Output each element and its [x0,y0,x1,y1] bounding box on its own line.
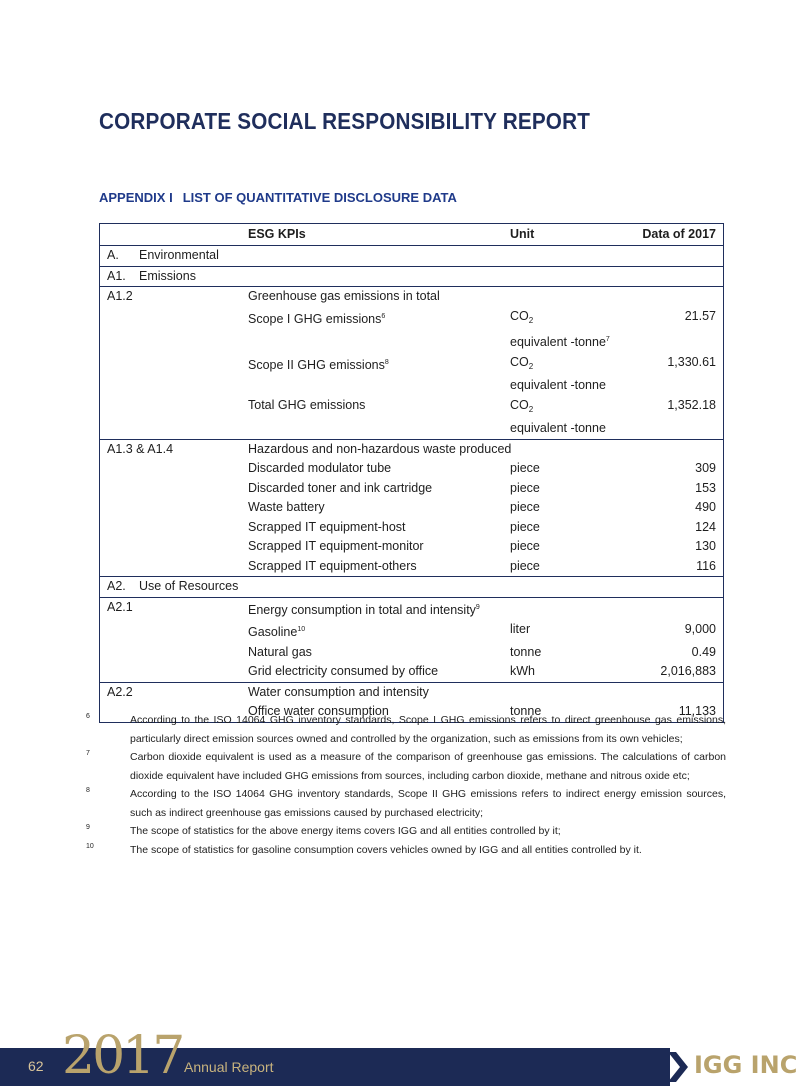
footnote-text: The scope of statistics for gasoline consumption covers vehicles owned by IGG and all entities controlled by it. [130,843,642,856]
table-row [100,396,724,420]
kpi-unit-cont: equivalent -tonne [510,378,606,392]
appendix-title: LIST OF QUANTITATIVE DISCLOSURE DATA [182,190,457,205]
table-row [100,662,724,682]
kpi-heading [241,597,724,620]
table-row [100,597,724,620]
kpi-unit: liter [510,622,531,636]
footnote [86,711,726,748]
kpi-table [99,223,724,723]
kpi-unit-cont [503,330,632,353]
footnote-text: According to the ISO 14064 GHG inventory standards, Scope II GHG emissions refers to indirect energy emission sources, such as indirect greenhouse gas emissions caused by purchased electricity; [130,788,726,819]
section-environmental [100,246,724,267]
table-header-row [100,224,724,246]
kpi-value: 490 [695,500,716,514]
section-emissions [100,266,724,287]
kpi-unit [503,396,632,420]
page-number: 62 [28,1058,44,1074]
unit-subscript: 2 [528,315,534,325]
footnote-ref: 6 [381,312,386,320]
section-name: Environmental [139,248,219,262]
kpi-value: 116 [696,558,716,573]
footnote-ref: 7 [605,336,610,343]
kpi-name: Waste battery [248,500,325,514]
empty-cell [100,459,242,479]
kpi-heading: Greenhouse gas emissions in total [241,287,724,307]
footnote [86,841,726,860]
footnote-number: 6 [86,713,90,720]
kpi-name [241,353,503,377]
empty-cell [100,353,242,377]
kpi-id: A2.1 [100,597,242,620]
kpi-value: 309 [695,461,716,475]
empty-cell [100,419,242,439]
table-row [100,419,724,439]
kpi-id: A1.2 [100,287,242,307]
unit-subscript: 2 [528,404,534,414]
kpi-name: Natural gas [248,644,312,659]
kpi-value: 21.57 [684,308,716,323]
appendix-label: APPENDIX I [99,190,173,205]
kpi-name: Office water consumption [248,704,389,718]
footnote-ref: 10 [297,626,306,633]
footnotes [86,711,726,859]
kpi-unit-cont: equivalent -tonne [510,421,606,435]
section-letter: A1. [107,268,126,283]
brand-logo: IGG INC [694,1051,798,1079]
footnote-number: 9 [86,824,90,831]
kpi-value: 1,352.18 [667,397,716,412]
section-name: Emissions [139,268,196,283]
kpi-id: A2.2 [100,682,242,702]
header-unit: Unit [503,224,632,246]
empty-cell [241,419,503,439]
empty-cell [100,662,242,682]
empty-cell [100,557,242,577]
footnote [86,822,726,841]
kpi-name [241,307,503,331]
unit-subscript: 2 [528,361,534,371]
kpi-name: Discarded modulator tube [248,461,392,475]
kpi-unit: tonne [510,644,542,659]
kpi-name: Scrapped IT equipment-monitor [248,539,424,553]
footnote-number: 10 [86,842,94,850]
section-letter: A2. [107,579,126,593]
empty-cell [632,419,724,439]
empty-cell [100,518,242,538]
table-row [100,307,724,331]
table-row [100,439,724,459]
header-blank [100,224,242,246]
kpi-unit: piece [510,558,540,573]
kpi-value: 9,000 [684,622,716,636]
kpi-unit: piece [510,539,540,553]
footnote [86,785,726,822]
table-row [100,287,724,307]
kpi-value: 124 [695,519,716,534]
annual-report-label: Annual Report [184,1059,274,1075]
kpi-value: 153 [695,480,716,495]
empty-cell [100,643,242,663]
kpi-value: 0.49 [691,644,716,659]
empty-cell [100,307,242,331]
kpi-unit: piece [510,500,540,514]
kpi-name: Scrapped IT equipment-host [248,519,406,534]
table-row [100,479,724,499]
kpi-value: 2,016,883 [660,664,716,678]
table-row [100,537,724,557]
table-row [100,682,724,702]
empty-cell [100,537,242,557]
page-footer [0,1026,800,1086]
page-title: CORPORATE SOCIAL RESPONSIBILITY REPORT [99,108,591,134]
section-name: Use of Resources [139,579,239,593]
empty-cell [100,620,242,643]
kpi-value: 130 [695,539,716,553]
kpi-unit [503,353,632,377]
footnote-text: According to the ISO 14064 GHG inventory standards, Scope I GHG emissions refers to direct greenhouse gas emissions, particularly direct emission sources owned and controlled by the organization, such as emissions from its own vehicles; [130,714,726,745]
kpi-heading: Water consumption and intensity [241,682,724,702]
empty-cell [100,498,242,518]
unit-text: CO [510,397,529,412]
section-row [100,577,724,598]
header-kpi: ESG KPIs [241,224,503,246]
kpi-value: 11,133 [678,704,716,718]
kpi-unit: kWh [510,664,535,678]
appendix-heading [99,190,467,205]
kpi-unit: piece [510,519,540,534]
table-row [100,459,724,479]
empty-cell [100,396,242,420]
table-row [100,643,724,663]
section-row [100,266,724,287]
table-row [100,557,724,577]
kpi-name: Scrapped IT equipment-others [248,558,417,573]
heading-text: Energy consumption in total and intensity [248,602,476,617]
kpi-text: Scope II GHG emissions [248,357,385,372]
kpi-name [241,620,503,643]
kpi-unit [503,307,632,331]
table-row [100,330,724,353]
kpi-text: Gasoline [248,625,298,639]
kpi-unit: piece [510,461,540,475]
empty-cell [632,330,724,353]
footnote-text: The scope of statistics for the above energy items covers IGG and all entities controlled by it; [130,825,561,837]
kpi-unit: piece [510,480,540,495]
kpi-heading: Hazardous and non-hazardous waste produced [241,439,724,459]
kpi-value: 1,330.61 [667,354,716,369]
unit-text: equivalent -tonne [510,335,606,349]
footnote-number: 8 [86,787,90,794]
table-row [100,376,724,396]
footnote [86,748,726,785]
chevron-right-icon [664,1052,694,1082]
footnote-text: Carbon dioxide equivalent is used as a measure of the comparison of greenhouse gas emissions. The calculations of carbon dioxide equivalent have included GHG emissions from sources, including carbon dioxide, methane and nitrous oxide etc; [130,751,726,782]
unit-text: CO [510,308,529,323]
kpi-name: Grid electricity consumed by office [248,664,439,678]
kpi-name: Discarded toner and ink cartridge [248,480,433,495]
year-logo: 2017 [62,1026,183,1086]
section-row [100,246,724,267]
section-letter: A. [107,248,119,262]
header-data: Data of 2017 [632,224,724,246]
footnote-ref: 8 [384,358,389,366]
empty-cell [100,479,242,499]
empty-cell [241,330,503,353]
footnote-ref: 9 [475,603,480,611]
table-row [100,518,724,538]
kpi-text: Scope I GHG emissions [248,311,382,326]
empty-cell [100,376,242,396]
empty-cell [100,330,242,353]
kpi-unit: tonne [510,704,542,718]
table-row [100,353,724,377]
footnote-number: 7 [86,750,90,757]
table-row [100,498,724,518]
section-use-of-resources [100,577,724,598]
kpi-name: Total GHG emissions [248,397,366,412]
empty-cell [241,376,503,396]
kpi-id: A1.3 & A1.4 [100,439,242,459]
unit-text: CO [510,354,529,369]
table-row [100,620,724,643]
empty-cell [632,376,724,396]
